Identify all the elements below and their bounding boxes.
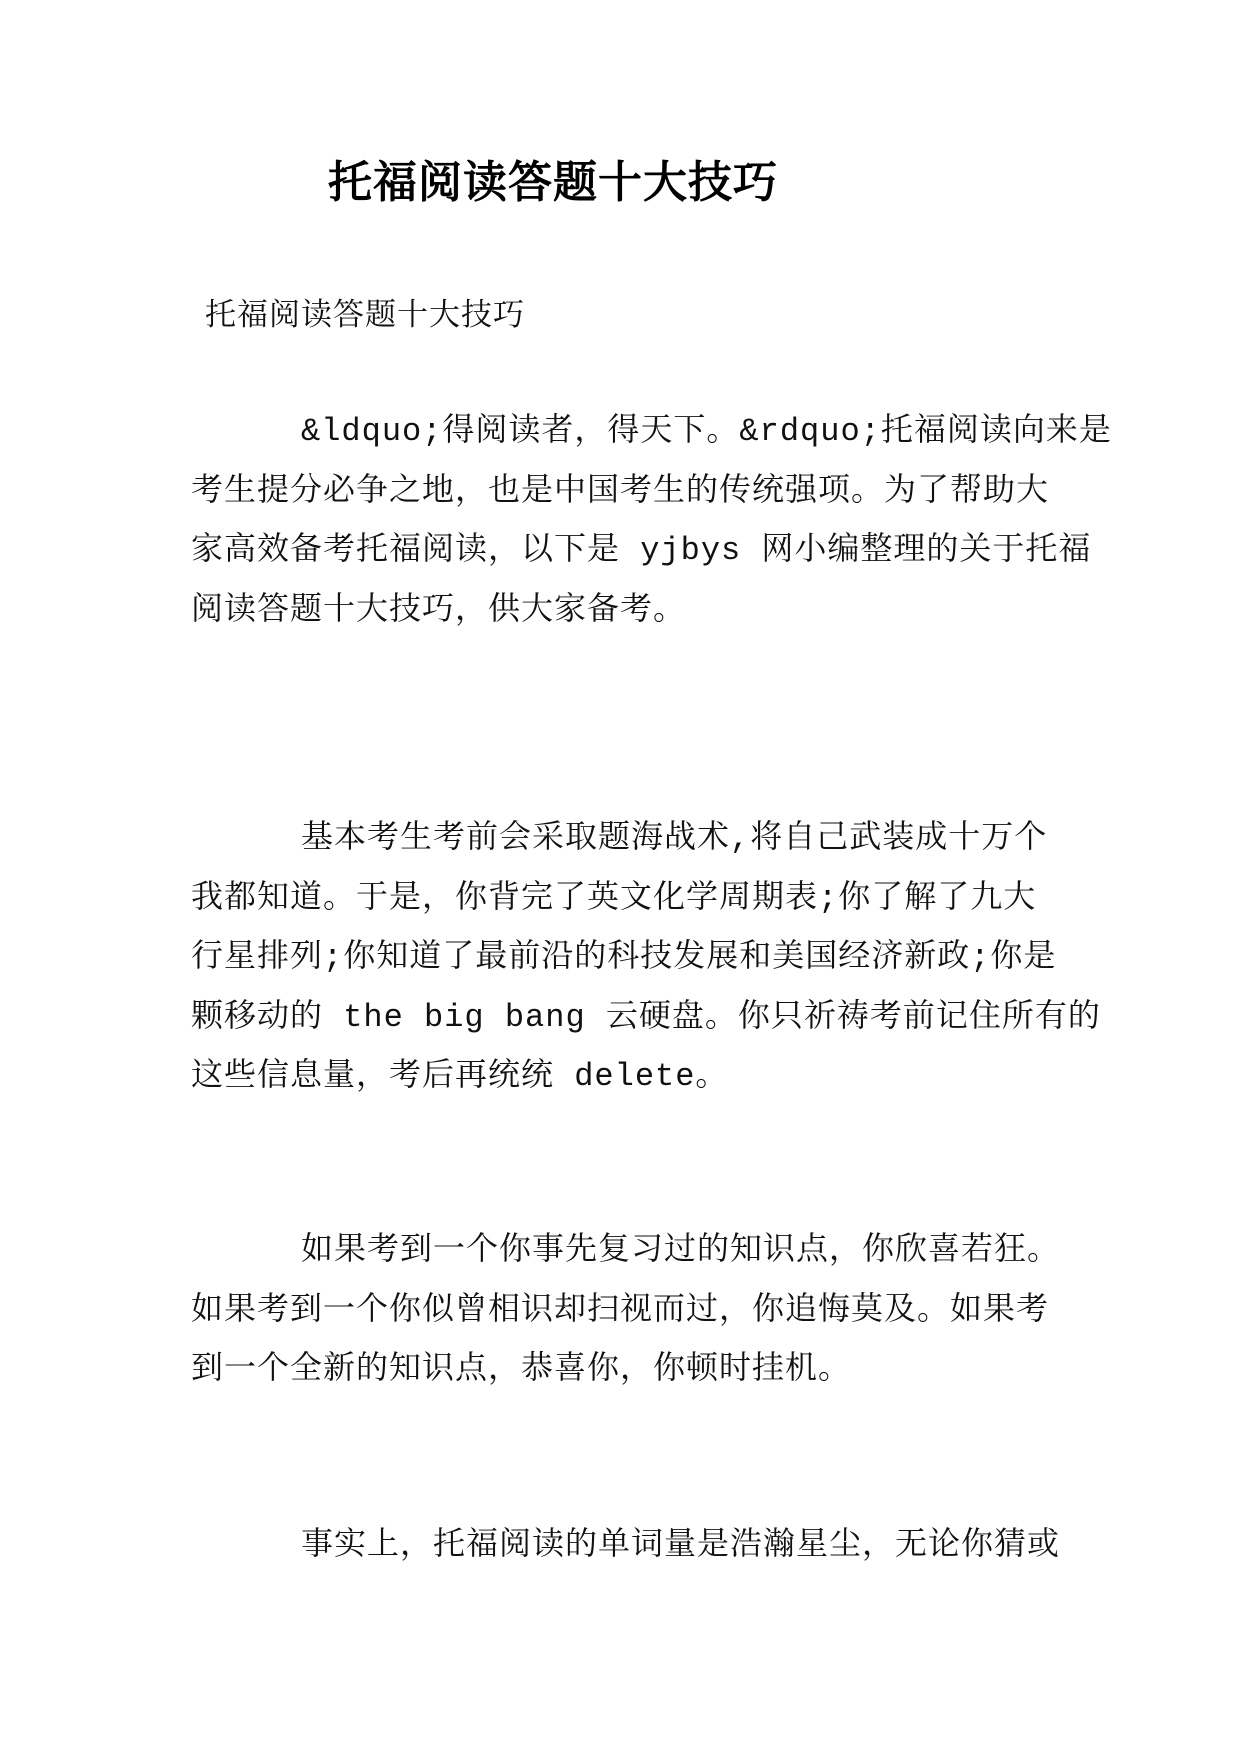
paragraph-line: 行星排列;你知道了最前沿的科技发展和美国经济新政;你是 [191, 939, 1057, 976]
paragraph-1 [191, 402, 1112, 640]
paragraph-line: 我都知道。于是，你背完了英文化学周期表;你了解了九大 [191, 879, 1037, 917]
paragraph-line: 家高效备考托福阅读，以下是 yjbys 网小编整理的关于托福 [191, 532, 1092, 569]
paragraph-line: 基本考生考前会采取题海战术,将自己武装成十万个 [301, 820, 1048, 857]
paragraph-line: &ldquo;得阅读者，得天下。&rdquo;托福阅读向来是 [301, 413, 1112, 450]
paragraph-line: 到一个全新的知识点，恭喜你，你顿时挂机。 [191, 1351, 852, 1388]
paragraph-3 [191, 1221, 1071, 1400]
document-title: 托福阅读答题十大技巧 [328, 158, 778, 207]
document-subtitle: 托福阅读答题十大技巧 [205, 300, 525, 335]
paragraph-line: 如果考到一个你似曾相识却扫视而过，你追悔莫及。如果考 [191, 1291, 1050, 1329]
paragraph-line: 阅读答题十大技巧，供大家备考。 [191, 591, 687, 629]
paragraph-line: 考生提分必争之地，也是中国考生的传统强项。为了帮助大 [191, 472, 1050, 510]
paragraph-line: 这些信息量，考后再统统 delete。 [191, 1058, 729, 1095]
paragraph-2 [191, 809, 1101, 1107]
paragraph-line: 事实上，托福阅读的单词量是浩瀚星尘，无论你猜或 [301, 1527, 1061, 1564]
paragraph-line: 如果考到一个你事先复习过的知识点，你欣喜若狂。 [301, 1232, 1061, 1269]
paragraph-line: 颗移动的 the big bang 云硬盘。你只祈祷考前记住所有的 [191, 998, 1101, 1036]
paragraph-4 [191, 1516, 1071, 1576]
